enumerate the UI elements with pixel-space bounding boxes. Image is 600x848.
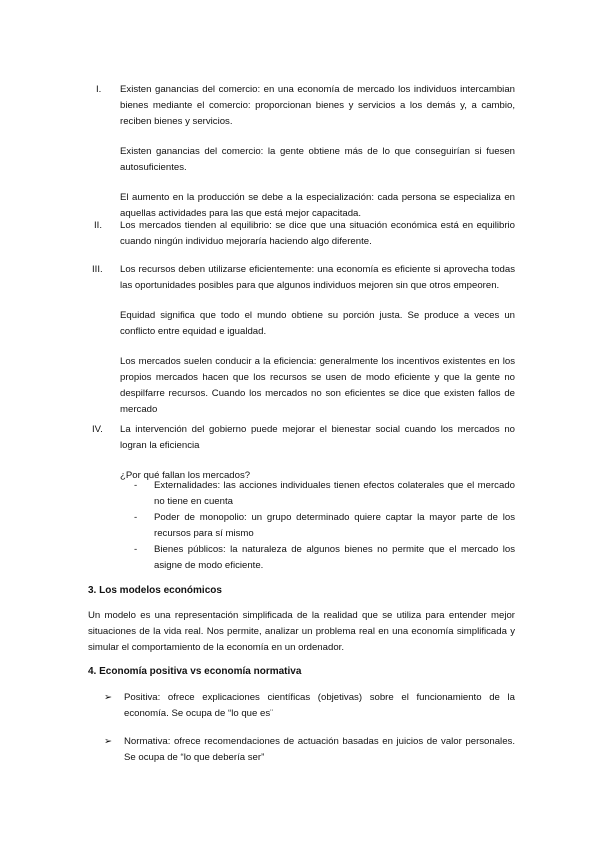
paragraph: Existen ganancias del comercio: en una economía de mercado los individuos intercambian bienes mediante el comercio: proporcionan bienes y servicios a los demás y, a cambio, reciben bienes y servicios. (120, 84, 515, 127)
arrow-bullet-icon: ➢ (104, 736, 113, 747)
dash-marker: - (134, 512, 138, 523)
dash-marker: - (134, 480, 138, 491)
question: ¿Por qué fallan los mercados? (120, 470, 251, 481)
list-item: - Bienes públicos: la naturaleza de algunos bienes no permite que el mercado los asigne de modo eficiente. (134, 544, 515, 571)
roman-numeral: IV. (92, 424, 103, 435)
paragraph: Los mercados tienden al equilibrio: se dice que una situación económica está en equilibrio cuando ningún individuo mejoraría haciendo algo diferente. (120, 220, 515, 247)
bullet-text: Normativa: ofrece recomendaciones de actuación basadas en juicios de valor personales. Se ocupa de “lo que debería ser” (124, 736, 515, 763)
list-item: - Externalidades: las acciones individuales tienen efectos colaterales que el mercado no tiene en cuenta (134, 480, 515, 507)
dash-marker: - (134, 544, 138, 555)
item-body (120, 218, 515, 264)
list-item (104, 690, 515, 722)
paragraph: Los recursos deben utilizarse eficientemente: una economía es eficiente si aprovecha todas las oportunidades posibles para que algunos individuos mejoren sin que otros empeoren. (120, 264, 515, 291)
roman-numeral: I. (96, 84, 102, 95)
paragraph: El aumento en la producción se debe a la especialización: cada persona se especializa en aquellas actividades para las que está mejor capacitada. (120, 192, 515, 219)
item-body (120, 82, 515, 236)
item-body (120, 262, 515, 432)
roman-numeral: II. (94, 220, 102, 231)
section-paragraph: Un modelo es una representación simplificada de la realidad que se utiliza para entender mejor situaciones de la vida real. Nos permite, analizar un problema real en una economía simplificada y simular el comportamiento de la economía en un ordenador. (88, 610, 515, 653)
section-heading: 4. Economía positiva vs economía normativa (88, 666, 302, 677)
paragraph: Existen ganancias del comercio: la gente obtiene más de lo que conseguirían si fuesen autosuficientes. (120, 146, 515, 173)
arrow-bullet-icon: ➢ (104, 692, 113, 703)
list-item: - Poder de monopolio: un grupo determinado quiere captar la mayor parte de los recursos para sí mismo (134, 512, 515, 539)
paragraph: La intervención del gobierno puede mejorar el bienestar social cuando los mercados no logran la eficiencia (120, 424, 515, 451)
roman-numeral: III. (92, 264, 103, 275)
item-body (120, 422, 515, 486)
list-item (104, 734, 515, 766)
paragraph: Los mercados suelen conducir a la eficiencia: generalmente los incentivos existentes en los propios mercados hacen que los recursos se usen de modo eficiente y que la gente no despilfarre recursos. Cuando los mercados no son eficientes se dice que existen fallos de mercado (120, 356, 515, 415)
paragraph: Equidad significa que todo el mundo obtiene su porción justa. Se produce a veces un conflicto entre equidad e igualdad. (120, 310, 515, 337)
market-failure-list (120, 478, 515, 574)
section-heading: 3. Los modelos económicos (88, 585, 222, 596)
bullet-text: Positiva: ofrece explicaciones científicas (objetivas) sobre el funcionamiento de la economía. Se ocupa de “lo que es¨ (124, 692, 515, 719)
